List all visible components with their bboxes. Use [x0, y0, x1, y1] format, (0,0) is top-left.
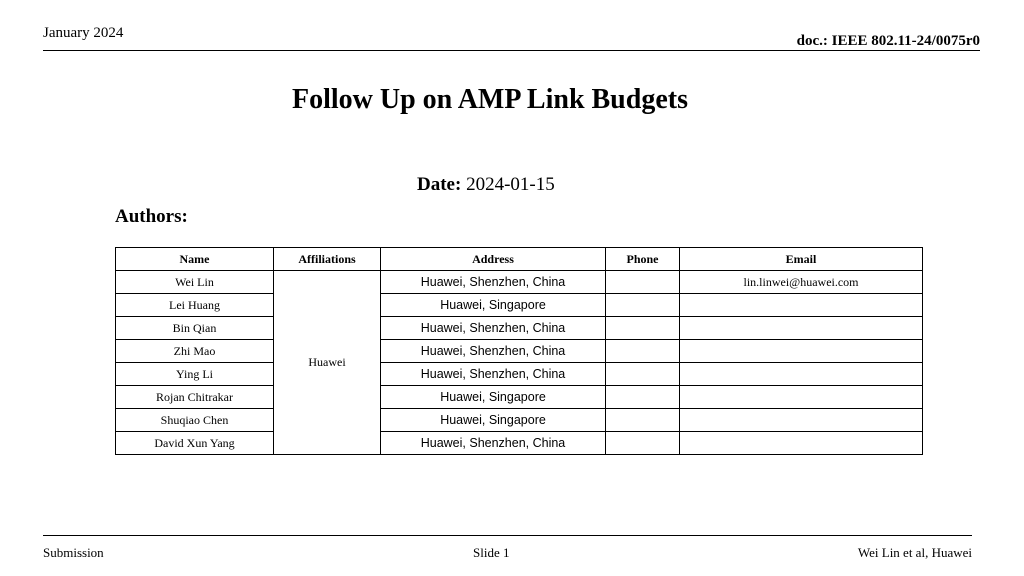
slide-title: Follow Up on AMP Link Budgets [292, 84, 688, 115]
author-email [680, 386, 923, 409]
author-address: Huawei, Shenzhen, China [381, 271, 606, 294]
date-value: 2024-01-15 [466, 174, 555, 195]
author-address: Huawei, Shenzhen, China [381, 340, 606, 363]
authors-table [115, 247, 923, 455]
column-header-affiliations: Affiliations [274, 248, 381, 271]
author-phone [606, 317, 680, 340]
column-header-name: Name [116, 248, 274, 271]
date-line [417, 174, 555, 196]
author-phone [606, 340, 680, 363]
author-email [680, 432, 923, 455]
slide-number: Slide 1 [473, 545, 510, 560]
author-phone [606, 271, 680, 294]
author-phone [606, 363, 680, 386]
author-name: Shuqiao Chen [116, 409, 274, 432]
author-address: Huawei, Singapore [381, 409, 606, 432]
document-id: doc.: IEEE 802.11-24/0075r0 [796, 33, 980, 49]
table-row [116, 271, 923, 294]
author-name: Wei Lin [116, 271, 274, 294]
footer-submission: Submission [43, 545, 104, 560]
table-row [116, 386, 923, 409]
author-name: Zhi Mao [116, 340, 274, 363]
column-header-address: Address [381, 248, 606, 271]
footer-divider [43, 535, 972, 536]
footer-authors: Wei Lin et al, Huawei [857, 545, 972, 560]
author-name: Rojan Chitrakar [116, 386, 274, 409]
table-row [116, 317, 923, 340]
author-email [680, 317, 923, 340]
authors-heading: Authors: [115, 206, 188, 227]
author-name: Ying Li [116, 363, 274, 386]
author-email [680, 340, 923, 363]
author-address: Huawei, Singapore [381, 386, 606, 409]
column-header-phone: Phone [606, 248, 680, 271]
author-address: Huawei, Shenzhen, China [381, 317, 606, 340]
table-row [116, 363, 923, 386]
table-row [116, 340, 923, 363]
author-name: Bin Qian [116, 317, 274, 340]
author-email: lin.linwei@huawei.com [680, 271, 923, 294]
author-phone [606, 294, 680, 317]
author-address: Huawei, Singapore [381, 294, 606, 317]
table-header-row [116, 248, 923, 271]
author-name: Lei Huang [116, 294, 274, 317]
author-affiliation: Huawei [274, 271, 381, 455]
date-label: Date: [417, 174, 462, 195]
author-phone [606, 409, 680, 432]
author-address: Huawei, Shenzhen, China [381, 363, 606, 386]
author-email [680, 294, 923, 317]
author-email [680, 409, 923, 432]
author-address: Huawei, Shenzhen, China [381, 432, 606, 455]
author-name: David Xun Yang [116, 432, 274, 455]
author-phone [606, 432, 680, 455]
header-date: January 2024 [43, 25, 124, 41]
author-email [680, 363, 923, 386]
table-row [116, 432, 923, 455]
column-header-email: Email [680, 248, 923, 271]
table-row [116, 409, 923, 432]
table-row [116, 294, 923, 317]
header-divider [43, 50, 980, 51]
author-phone [606, 386, 680, 409]
